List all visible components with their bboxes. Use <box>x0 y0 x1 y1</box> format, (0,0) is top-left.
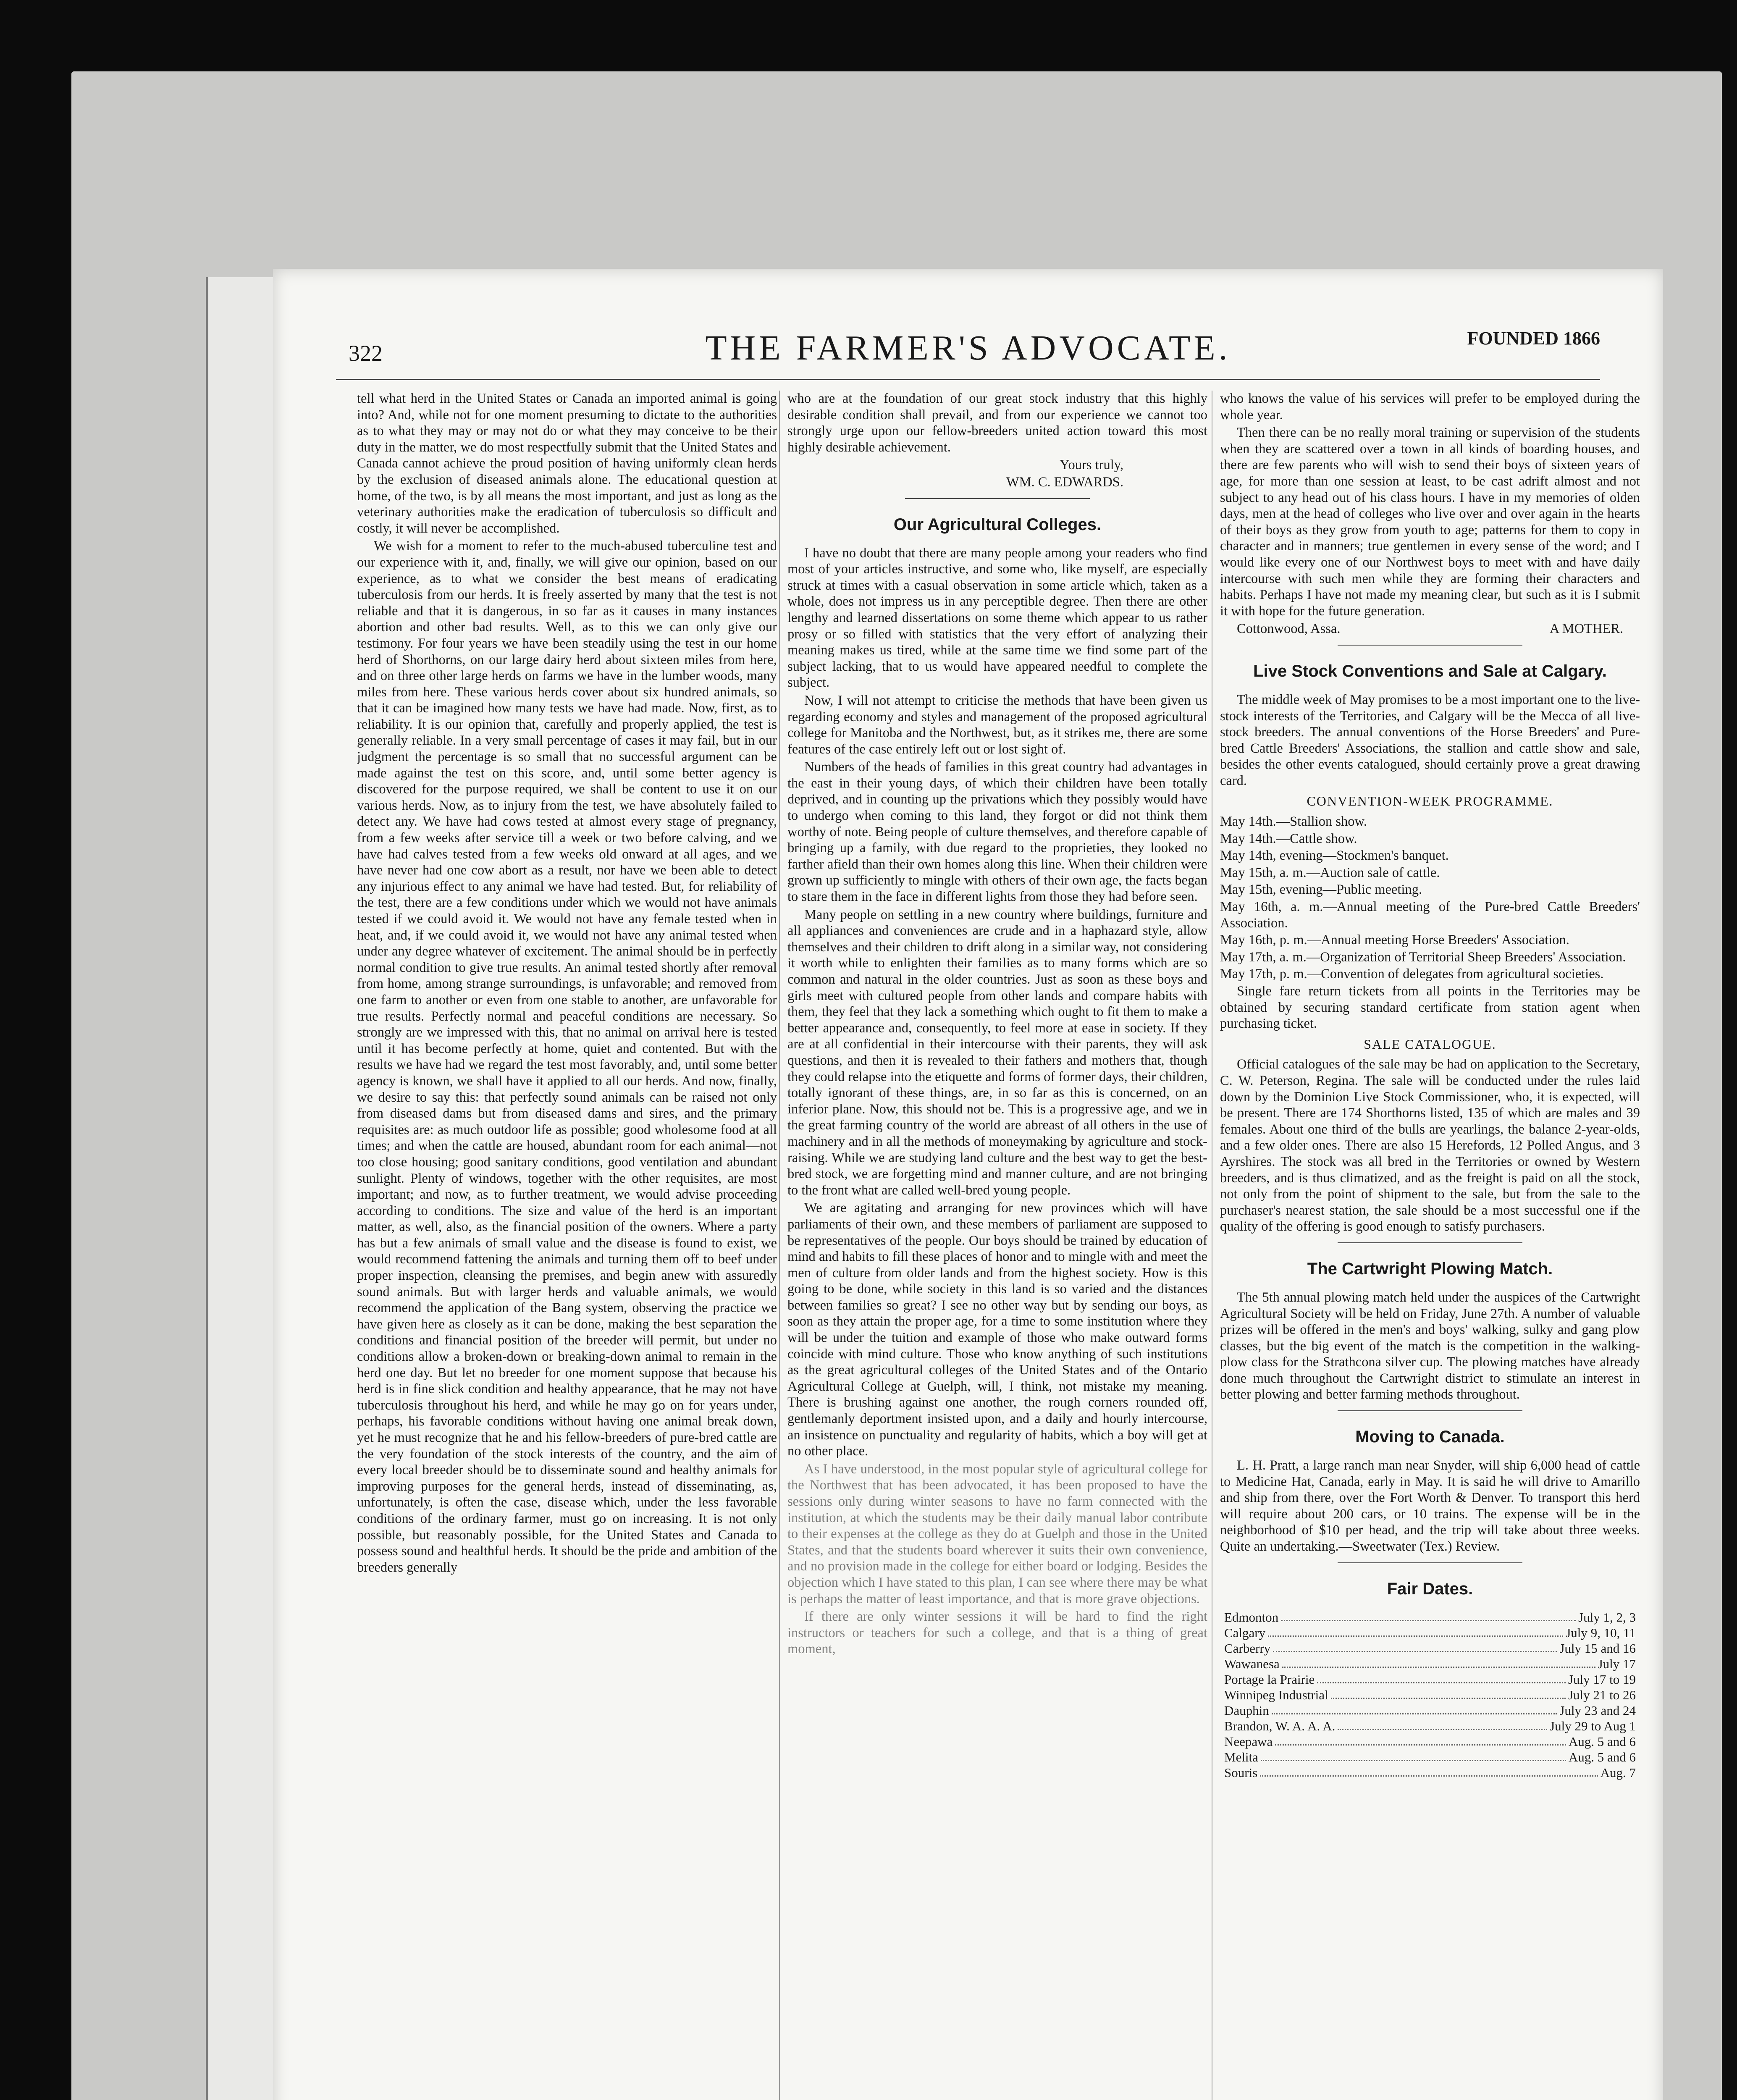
header-rule <box>336 379 1600 380</box>
fair-place: Dauphin <box>1224 1703 1269 1718</box>
masthead: THE FARMER'S ADVOCATE. <box>705 328 1231 368</box>
fair-row <box>1224 1734 1636 1749</box>
article-paragraph: Official catalogues of the sale may be had on application to the Secretary, C. W. Peterson, Regina. The sale will be conducted under the rules laid down by the Dominion Live Stock Commissioner, who, it is expected, will be present. There are 174 Shorthorns listed, 135 of which are males and 39 females. About one third of the bulls are yearlings, the balance 2-year-olds, and a few older ones. There are also 15 Herefords, 12 Polled Angus, and 3 Ayrshires. The stock was all bred in the Territories or owned by Western breeders, and is thus climatized, and as the freight is paid on all the stock, not only from the point of shipment to the sale, but from the sale to the purchaser's nearest station, the sale should be a most successful one if the quality of the offering is good enough to satisfy purchasers. <box>1220 1057 1640 1234</box>
article-paragraph: If there are only winter sessions it will be hard to find the right instructors or teachers for such a college, and that is a thing of great moment, <box>787 1609 1207 1657</box>
fair-dates-list <box>1220 1609 1640 1780</box>
fair-row <box>1224 1687 1636 1703</box>
article-paragraph: I have no doubt that there are many people among your readers who find most of your articles instructive, and some who, like myself, are especially struck at times with a casual observation in some article which, taken as a whole, does not impress us in any perceptible degree. Then there are other lengthy and learned dissertations on some theme which appear to us rather prosy or so filled with statistics that the very effort of analyzing their meaning makes us tired, while at the same time we find some part of the subject lacking, that to us would have appeared needful to complete the subject. <box>787 545 1207 690</box>
section-rule <box>1338 645 1522 646</box>
fair-place: Winnipeg Industrial <box>1224 1687 1328 1702</box>
section-rule <box>1338 1242 1522 1243</box>
subheading-sale-catalogue: SALE CATALOGUE. <box>1364 1036 1496 1052</box>
fair-row <box>1224 1703 1636 1718</box>
programme-item: May 14th.—Cattle show. <box>1220 831 1357 846</box>
section-rule <box>1338 1562 1522 1563</box>
article-paragraph: who knows the value of his services will prefer to be employed during the whole year. <box>1220 391 1640 423</box>
section-rule <box>1338 1410 1522 1411</box>
heading-moving-to-canada: Moving to Canada. <box>1355 1428 1505 1446</box>
fair-place: Neepawa <box>1224 1734 1273 1749</box>
newspaper-page <box>273 269 1663 2100</box>
fair-row <box>1224 1625 1636 1641</box>
fair-row <box>1224 1609 1636 1625</box>
leader-dots <box>1268 1625 1563 1637</box>
fair-date: July 17 to 19 <box>1568 1672 1636 1687</box>
article-paragraph: Many people on settling in a new country where buildings, furniture and all appliances and conveniences are crude and in a haphazard style, allow themselves and their children to drift along in a similar way, not considering it worth while to enlighten their families as to many forms which are so common and natural in the older countries. Just as soon as these boys and girls meet with cultured people from other lands and compare habits with them, they feel that they lack a something which ought to fit them to make a better appearance and, consequently, to feel more at ease in society. If they are at all confidential in their intercourse with their parents, they will ask questions, and then it is revealed to their fathers and mothers that, though they could relapse into the etiquette and forms of former days, their children, totally ignorant of these things, are, in so far as this is concerned, on an inferior plane. Now, this should not be. This is a progressive age, and we in the great farming country of the world are abreast of all others in the use of machinery and in all the methods of moneymaking by agriculture and stock-raising. While we are studying land culture and the best way to get the best-bred stock, we are forgetting mind and manner culture, and are not bringing to the front what are called well-bred young people. <box>787 907 1207 1198</box>
section-rule <box>905 498 1090 499</box>
programme-item: May 17th, a. m.—Organization of Territorial Sheep Breeders' Association. <box>1220 949 1626 965</box>
signoff-name: A MOTHER. <box>1549 621 1623 637</box>
article-paragraph: L. H. Pratt, a large ranch man near Snyder, will ship 6,000 head of cattle to Medicine Hat, Canada, early in May. It is said he will drive to Amarillo and ship from there, over the Fort Worth & Denver. To transport this herd will require about 200 cars, or 10 trains. The expense will be in the neighborhood of $10 per head, and the trip will take about three weeks. Quite an undertaking.—Sweetwater (Tex.) Review. <box>1220 1458 1640 1554</box>
column-3 <box>1220 391 1640 2100</box>
fair-date: July 21 to 26 <box>1568 1687 1636 1702</box>
fair-place: Portage la Prairie <box>1224 1672 1315 1687</box>
letter-closing: Yours truly, <box>1060 457 1123 473</box>
leader-dots <box>1281 1609 1576 1621</box>
previous-page-edge <box>206 277 276 2100</box>
article-paragraph: tell what herd in the United States or Canada an imported animal is going into? And, while not for one moment presuming to dictate to the authorities as to what they may or may not do or what they may conceive to be their duty in the matter, we do most respectfully submit that the United States and Canada cannot achieve the proud position of having uniformly clean herds by the exclusion of diseased animals alone. The educational question at home, of the two, is by all means the most important, and just as long as the veterinary authorities make the eradication of tuberculosis so difficult and costly, it will never be accomplished. <box>357 391 777 536</box>
programme-item: May 16th, a. m.—Annual meeting of the Pure-bred Cattle Breeders' Association. <box>1220 899 1640 931</box>
fair-place: Carberry <box>1224 1641 1271 1656</box>
signoff-place: Cottonwood, Assa. <box>1237 621 1341 637</box>
article-paragraph: who are at the foundation of our great stock industry that this highly desirable condition shall prevail, and from our experience we cannot too strongly urge upon our fellow-breeders united action toward this most highly desirable achievement. <box>787 391 1207 455</box>
heading-agricultural-colleges: Our Agricultural Colleges. <box>893 515 1102 534</box>
leader-dots <box>1275 1734 1566 1746</box>
founded-label: FOUNDED 1866 <box>1467 328 1600 349</box>
leader-dots <box>1261 1749 1566 1761</box>
article-paragraph: We are agitating and arranging for new provinces which will have parliaments of their own, and these members of parliament are supposed to be representatives of the people. Our boys should be trained by education of mind and habits to fill these places of honor and to mingle with and meet the men of culture from older lands and from the highest society. How is this going to be done, while society in this land is so varied and the distances between families so great? I see no other way but by sending our boys, as soon as they attain the proper age, for a time to some institution where they will be under the tuition and example of those who make outward forms coincide with mind culture. Those who know anything of such institutions as the great agricultural colleges of the United States and of the Ontario Agricultural College at Guelph, will, I think, not mistake my meaning. There is brushing against one another, the rough corners rounded off, gentlemanly deportment insisted upon, and a daily and hourly intercourse, an insistence on punctuality and regularity of habits, which a boy will get at no other place. <box>787 1200 1207 1459</box>
article-paragraph: Now, I will not attempt to criticise the methods that have been given us regarding economy and styles and management of the proposed agricultural college for Manitoba and the Northwest, but, as it strikes me, there are some features of the case entirely left out or lost sight of. <box>787 693 1207 757</box>
column-2 <box>787 391 1207 2100</box>
heading-fair-dates: Fair Dates. <box>1387 1579 1473 1598</box>
leader-dots <box>1282 1656 1595 1668</box>
fair-row <box>1224 1672 1636 1687</box>
fair-row <box>1224 1641 1636 1656</box>
article-paragraph: As I have understood, in the most popular style of agricultural college for the Northwest that has been advocated, it has been proposed to have the sessions only during winter seasons to have no farm connected with the institution, at which the students may be their daily manual labor contribute to their expenses at the college as they do at Guelph and those in the United States, and that the students board wherever it suits their own convenience, and no provision made in the college for either board or lodging. Besides the objection which I have stated to this plan, I can see where there may be what is perhaps the matter of least importance, and that is more grave objections. <box>787 1461 1207 1606</box>
programme-item: May 14th.—Stallion show. <box>1220 814 1367 830</box>
fair-date: July 17 <box>1598 1656 1636 1671</box>
letter-signature: WM. C. EDWARDS. <box>1006 474 1123 490</box>
programme-item: May 16th, p. m.—Annual meeting Horse Breeders' Association. <box>1220 932 1569 948</box>
fair-place: Edmonton <box>1224 1609 1279 1625</box>
subheading-programme: CONVENTION-WEEK PROGRAMME. <box>1307 793 1553 809</box>
page-header <box>273 328 1663 374</box>
fair-place: Wawanesa <box>1224 1656 1280 1671</box>
column-divider <box>779 391 780 2100</box>
programme-item: May 17th, p. m.—Convention of delegates from agricultural societies. <box>1220 966 1604 982</box>
leader-dots <box>1273 1641 1557 1652</box>
fair-row <box>1224 1718 1636 1734</box>
fair-date: Aug. 5 and 6 <box>1568 1749 1636 1764</box>
fair-row <box>1224 1749 1636 1765</box>
leader-dots <box>1338 1718 1547 1730</box>
fair-place: Calgary <box>1224 1625 1266 1640</box>
programme-item: May 14th, evening—Stockmen's banquet. <box>1220 848 1449 864</box>
programme-list <box>1220 814 1640 982</box>
fair-date: July 29 to Aug 1 <box>1550 1718 1636 1733</box>
fair-date: Aug. 7 <box>1600 1765 1636 1780</box>
fair-date: July 23 and 24 <box>1559 1703 1636 1718</box>
fair-row <box>1224 1765 1636 1780</box>
fair-date: July 9, 10, 11 <box>1566 1625 1636 1640</box>
page-number: 322 <box>349 341 383 366</box>
article-paragraph: Single fare return tickets from all points in the Territories may be obtained by securing standard certificate from station agent when purchasing ticket. <box>1220 984 1640 1032</box>
leader-dots <box>1317 1672 1566 1683</box>
fair-date: July 1, 2, 3 <box>1578 1609 1636 1625</box>
leader-dots <box>1272 1703 1557 1714</box>
programme-item: May 15th, evening—Public meeting. <box>1220 882 1422 898</box>
column-1 <box>357 391 777 2100</box>
article-paragraph: Then there can be no really moral training or supervision of the students when they are scattered over a town in all kinds of boarding houses, and there are few parents who will wish to send their boys of sixteen years of age, for more than one session at least, to be cast adrift almost and not subject to any head out of his class hours. I have in my memories of olden days, men at the head of colleges who live over and over again in the hearts of their boys as they grow from youth to age; patterns for them to copy in character and in manners; true gentlemen in every sense of the word; and I would like every one of our Northwest boys to meet with and have daily intercourse with such men while they are forming their characters and habits. Perhaps I have not made my meaning clear, but such as it is I submit it with hope for the future generation. <box>1220 425 1640 619</box>
leader-dots <box>1260 1765 1598 1777</box>
fair-date: Aug. 5 and 6 <box>1568 1734 1636 1749</box>
fair-row <box>1224 1656 1636 1672</box>
fair-place: Souris <box>1224 1765 1258 1780</box>
article-paragraph: We wish for a moment to refer to the much-abused tuberculine test and our experience with it, and, finally, we will give our opinion, based on our experience, as to what we consider the best means of eradicating tuberculosis from our herds. It is freely asserted by many that the test is not reliable and that it is dangerous, in so far as it causes in many instances abortion and other bad results. Well, as to this we can only give our testimony. For four years we have been steadily using the test in our home herd of Shorthorns, on our large dairy herd about sixteen miles from here, and on three other large herds on farms we have in the lumber woods, many miles from here. These various herds cover about six hundred animals, so that it can be imagined how many tests we have had made. Now, first, as to reliability. It is our opinion that, carefully and properly applied, the test is generally reliable. In a very small percentage of cases it may fail, but in our judgment the percentage is so small that no successful argument can be made against the test on this score, and, until some better agency is discovered for the purpose required, we shall be content to use it on our various herds. Now, as to injury from the test, we have absolutely failed to detect any. We have had cows tested at almost every stage of pregnancy, from a few weeks after service till a week or two before calving, and we have had calves tested from a few weeks old onward at all ages, and we have never had one cow abort as a result, nor have we been able to detect any injurious effect to any animal we have had tested. But, for reliability of the test, there are a few conditions under which we would not have animals tested if we could avoid it. We would not have any female tested when in heat, and, if we could avoid it, we would not have any animal tested when under any degree whatever of excitement. The animal should be in perfectly normal condition to give true results. An animal tested shortly after removal from home, among strange surroundings, is unfavorable; and removed from one farm to another or even from one stable to another, are unfavorable for true results. Perfectly normal and peaceful conditions are necessary. So strongly are we impressed with this, that no animal on arrival here is tested until it has become perfectly at home, quiet and contented. But with the results we have had we regard the test most favorably, and, until some better agency is known, we shall have it applied to all our herds. And now, finally, we desire to say this: that perfectly sound animals can be raised not only from diseased dams but from diseased dams and sires, and the primary requisites are: as much outdoor life as possible; good wholesome food at all times; and when the cattle are housed, abundant room for each animal—not too close housing; good sanitary conditions, good ventilation and abundant sunlight. Plenty of windows, together with the other requisites, are most important; and now, as to further treatment, we would advise proceeding according to conditions. The size and value of the herd is an important matter, as well, also, as the financial position of the owners. Where a party has but a few animals of small value and the disease is found to exist, we would recommend fattening the animals and turning them off to beef under proper inspection, cleansing the premises, and begin anew with assuredly sound animals. But with larger herds and valuable animals, we would recommend the application of the Bang system, observing the practice we have given here as closely as it can be done, making the best separation the conditions and financial position of the breeder will permit, but under no conditions allow a broken-down or breaking-down animal to remain in the herd one day. But let no breeder for one moment suppose that because his herd is in fine slick condition and healthy appearance, that he may not have tuberculosis throughout his herd, and while he may go on for years under, perhaps, his favorable conditions without having one animal break down, yet he must recognize that he and his fellow-breeders of pure-bred cattle are the very foundation of the stock interests of the country, and the aim of every local breeder should be to disseminate sound and healthy animals for improving purposes for the general herds, instead of disseminating, as, unfortunately, is often the case, disease which, under the less favorable conditions of the ordinary farmer, must go on increasing. It is not only possible, but reasonably possible, for the United States and Canada to possess sound and healthful herds. It should be the pride and ambition of the breeders generally <box>357 538 777 1575</box>
programme-item: May 15th, a. m.—Auction sale of cattle. <box>1220 865 1440 880</box>
fair-place: Brandon, W. A. A. A. <box>1224 1718 1336 1733</box>
letter-signoff <box>1220 621 1640 637</box>
leader-dots <box>1331 1687 1566 1699</box>
heading-cartwright-plowing-match: The Cartwright Plowing Match. <box>1307 1259 1553 1278</box>
article-paragraph: Numbers of the heads of families in this great country had advantages in the east in their young days, of which their children have been totally deprived, and in counting up the privations which they possibly would have to undergo when coming to this land, they forgot or did not think them worthy of note. Being people of culture themselves, and therefore capable of bringing up a family, with due regard to the proprieties, they looked no farther afield than their own homes along this line. When their children were grown up sufficiently to mingle with others of their own age, the facts began to stare them in the face in different lights from those they had before seen. <box>787 759 1207 905</box>
article-paragraph: The middle week of May promises to be a most important one to the live-stock interests of the Territories, and Calgary will be the Mecca of all live-stock breeders. The annual conventions of the Horse Breeders' and Pure-bred Cattle Breeders' Associations, the stallion and cattle show and sale, besides the other events catalogued, should certainly prove a great drawing card. <box>1220 692 1640 788</box>
fair-date: July 15 and 16 <box>1559 1641 1636 1656</box>
fair-place: Melita <box>1224 1749 1258 1764</box>
article-paragraph: The 5th annual plowing match held under the auspices of the Cartwright Agricultural Society will be held on Friday, June 27th. A number of valuable prizes will be offered in the men's and boys' walking, sulky and gang plow classes, but the big event of the match is the competition in the walking-plow class for the Strathcona silver cup. The plowing matches have already done much throughout the Cartwright district to stimulate an interest in better plowing and better farming methods throughout. <box>1220 1289 1640 1402</box>
heading-live-stock-conventions: Live Stock Conventions and Sale at Calgary. <box>1253 662 1607 680</box>
